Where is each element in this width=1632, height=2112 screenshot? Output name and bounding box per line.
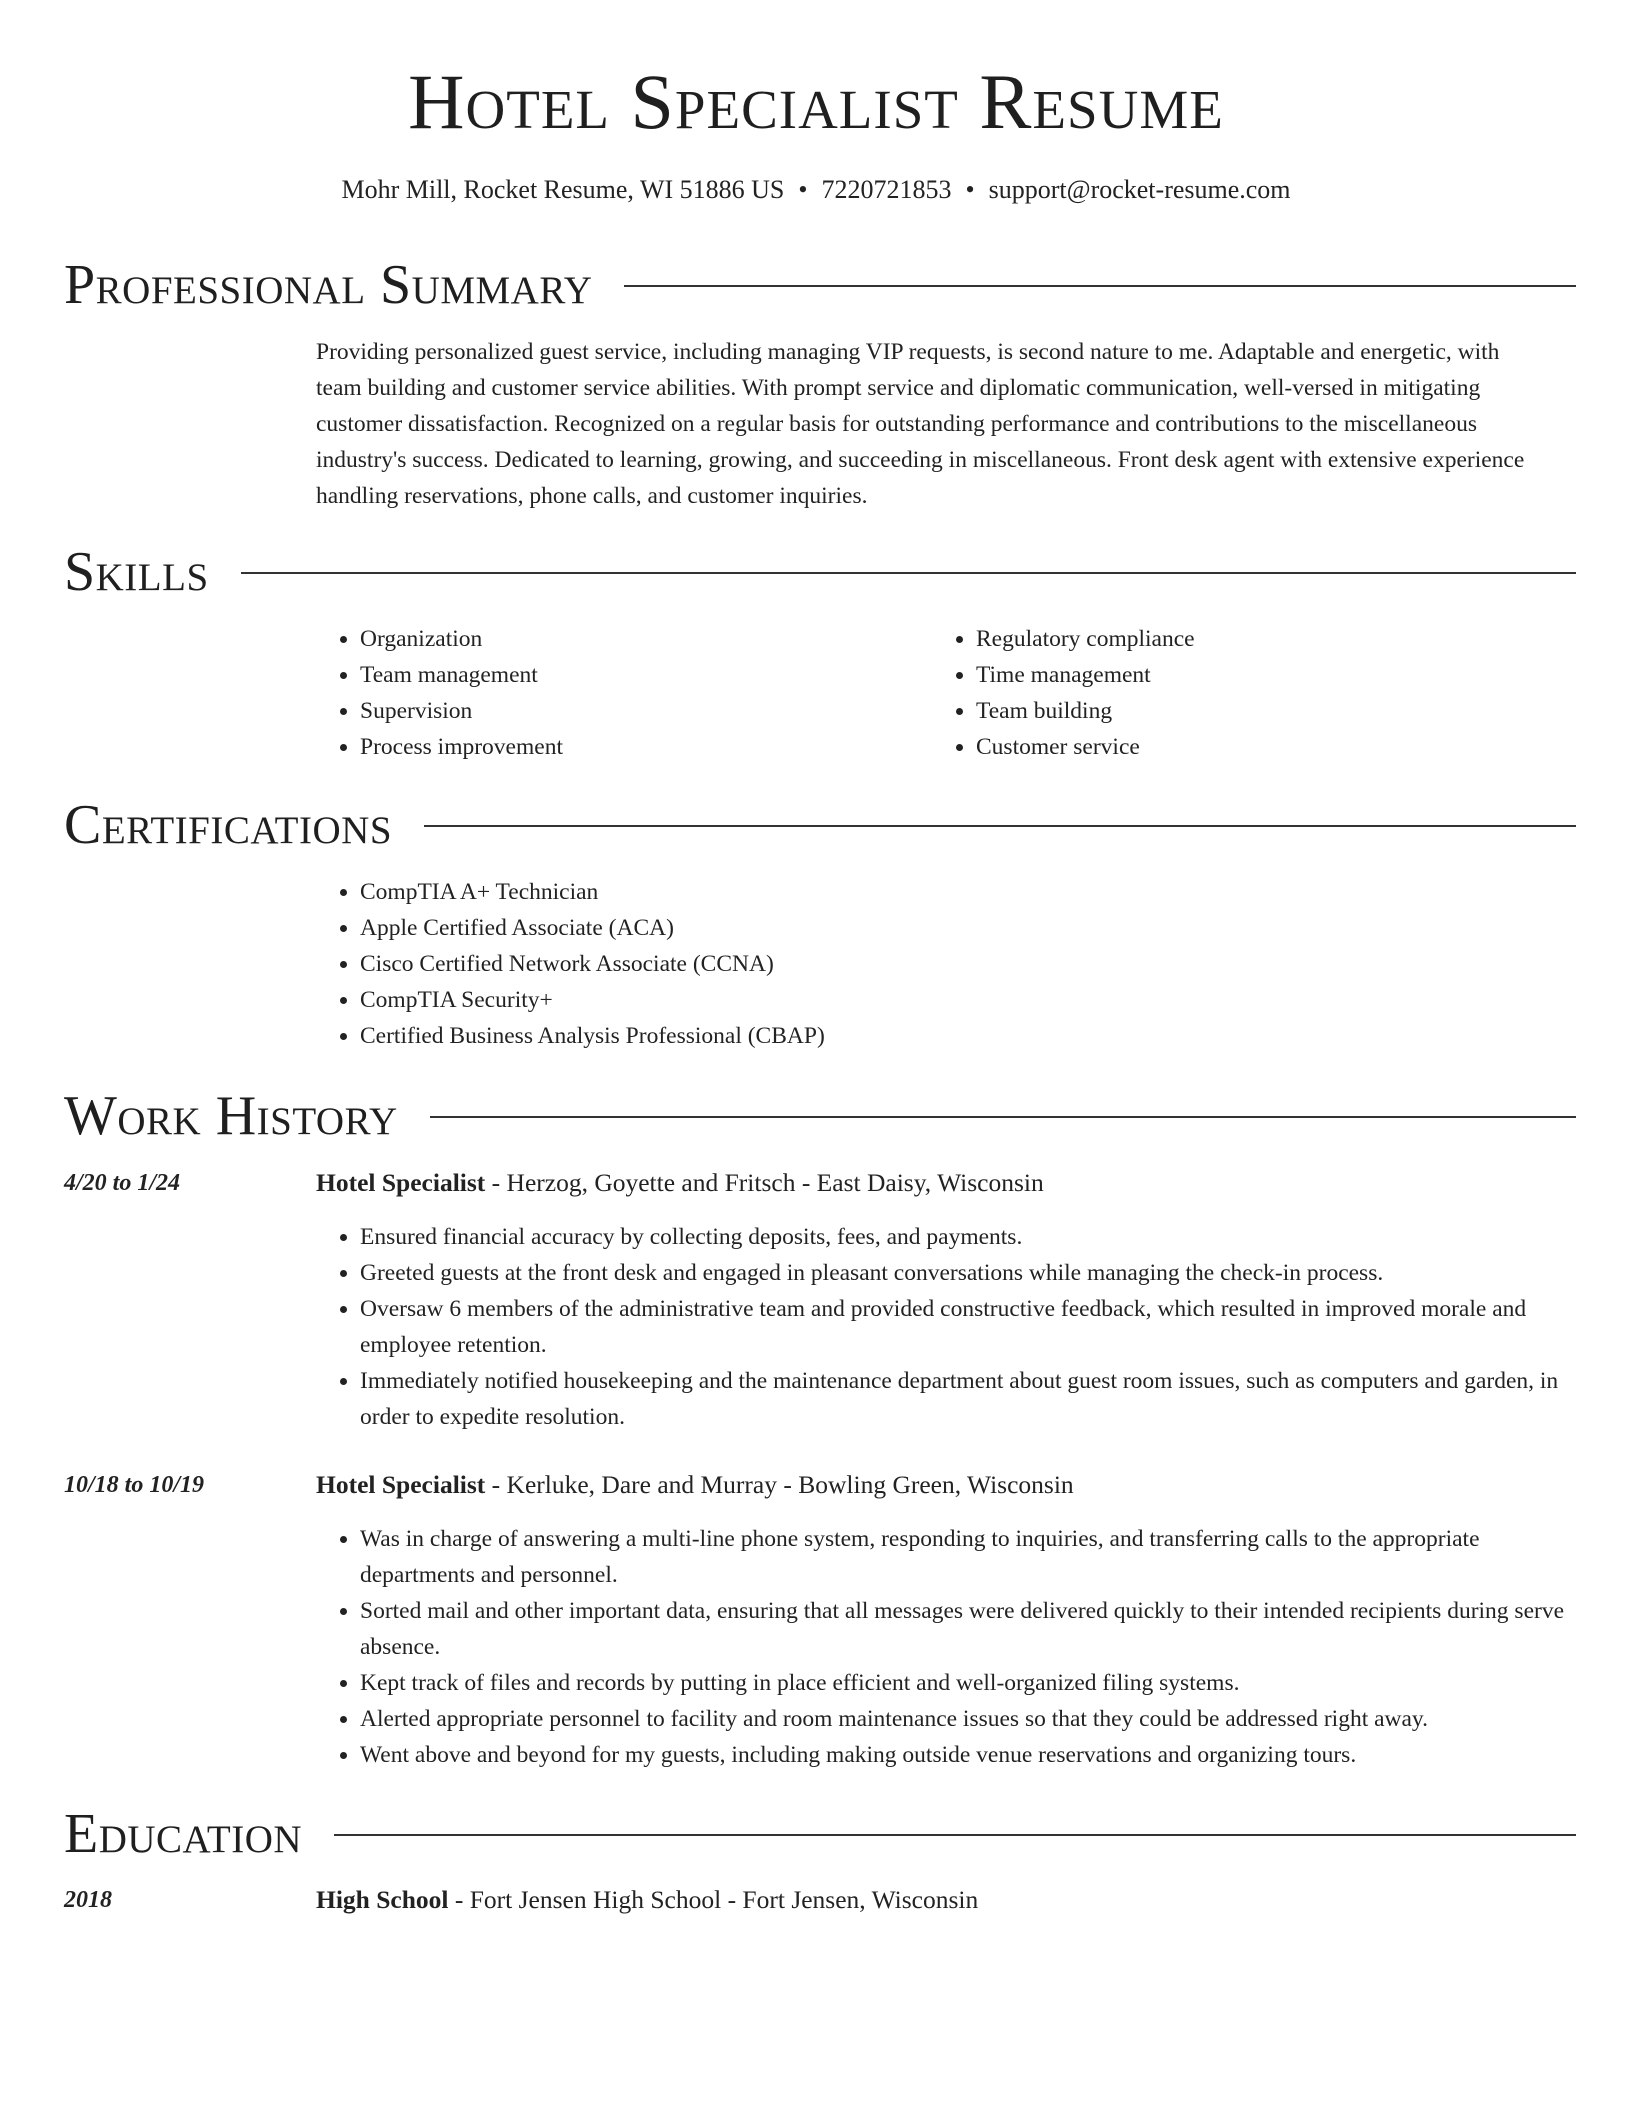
section-heading: Professional Summary xyxy=(64,254,593,316)
job-bullet: • Kept track of files and records by putting in place efficient and well-organized filing systems. xyxy=(360,1665,1592,1701)
contact-email: support@rocket-resume.com xyxy=(988,175,1291,204)
contact-phone: 7220721853 xyxy=(821,175,952,204)
section-heading: Work History xyxy=(64,1085,398,1147)
certification-item: • CompTIA A+ Technician xyxy=(360,874,1580,910)
section-certifications xyxy=(64,790,1576,860)
education-year: 2018 xyxy=(64,1887,112,1913)
contact-separator: • xyxy=(798,175,808,204)
job-role: Hotel Specialist xyxy=(316,1470,486,1499)
job-bullet: • Oversaw 6 members of the administrative team and provided constructive feedback, which resulted in improved morale and employee retention. xyxy=(360,1291,1592,1363)
job-title-line xyxy=(316,1467,1556,1503)
section-education xyxy=(64,1799,1576,1869)
section-divider xyxy=(430,1116,1576,1118)
section-divider xyxy=(334,1834,1576,1836)
job-bullets xyxy=(316,1521,1592,1773)
skill-item: • Customer service xyxy=(976,729,1536,765)
job-bullet: • Ensured financial accuracy by collecting deposits, fees, and payments. xyxy=(360,1219,1592,1255)
skill-item: • Supervision xyxy=(360,693,920,729)
skills-list-left xyxy=(316,621,920,765)
education-details: - Fort Jensen High School - Fort Jensen, Wisconsin xyxy=(448,1885,979,1914)
skills-list-right xyxy=(932,621,1536,765)
job-bullet: • Alerted appropriate personnel to facility and room maintenance issues so that they could be addressed right away. xyxy=(360,1701,1592,1737)
certification-item: • Apple Certified Associate (ACA) xyxy=(360,910,1580,946)
job-bullet: • Greeted guests at the front desk and engaged in pleasant conversations while managing the check-in process. xyxy=(360,1255,1592,1291)
section-divider xyxy=(424,825,1576,827)
job-bullet: • Went above and beyond for my guests, including making outside venue reservations and organizing tours. xyxy=(360,1737,1592,1773)
job-details: - Herzog, Goyette and Fritsch - East Daisy, Wisconsin xyxy=(485,1168,1044,1197)
skill-item: • Team building xyxy=(976,693,1536,729)
section-divider xyxy=(241,572,1576,574)
section-heading: Skills xyxy=(64,541,209,603)
resume-title: Hotel Specialist Resume xyxy=(408,58,1224,145)
contact-line xyxy=(0,172,1632,208)
job-bullet: • Sorted mail and other important data, ensuring that all messages were delivered quickly to their intended recipients during serve absence. xyxy=(360,1593,1592,1665)
job-details: - Kerluke, Dare and Murray - Bowling Green, Wisconsin xyxy=(485,1470,1074,1499)
job-bullets xyxy=(316,1219,1592,1435)
skill-item: • Organization xyxy=(360,621,920,657)
job-bullet: • Immediately notified housekeeping and the maintenance department about guest room issues, such as computers and garden, in order to expedite resolution. xyxy=(360,1363,1592,1435)
contact-separator: • xyxy=(965,175,975,204)
job-dates: 4/20 to 1/24 xyxy=(64,1170,181,1196)
skill-item: • Team management xyxy=(360,657,920,693)
summary-text: Providing personalized guest service, including managing VIP requests, is second nature to me. Adaptable and energetic, with team building and customer service abilities. With prompt service and diplomatic communication, well-versed in mitigating customer dissatisfaction. Recognized on a regular basis for outstanding performance and contributions to the miscellaneous industry's success. Dedicated to learning, growing, and succeeding in miscellaneous. Front desk agent with extensive experience handling reservations, phone calls, and customer inquiries. xyxy=(316,339,1525,509)
skill-item: • Process improvement xyxy=(360,729,920,765)
section-heading: Education xyxy=(64,1803,303,1865)
certifications-list xyxy=(316,874,1580,1054)
job-dates: 10/18 to 10/19 xyxy=(64,1472,205,1498)
job-title-line xyxy=(316,1165,1556,1201)
section-professional-summary xyxy=(64,250,1576,320)
section-skills xyxy=(64,537,1576,607)
skill-item: • Regulatory compliance xyxy=(976,621,1536,657)
contact-address: Mohr Mill, Rocket Resume, WI 51886 US xyxy=(341,175,785,204)
section-heading: Certifications xyxy=(64,794,393,856)
job-bullet: • Was in charge of answering a multi-line phone system, responding to inquiries, and transferring calls to the appropriate departments and personnel. xyxy=(360,1521,1592,1593)
job-role: Hotel Specialist xyxy=(316,1168,486,1197)
certification-item: • Cisco Certified Network Associate (CCNA) xyxy=(360,946,1580,982)
section-divider xyxy=(624,285,1576,287)
certification-item: • Certified Business Analysis Professional (CBAP) xyxy=(360,1018,1580,1054)
certification-item: • CompTIA Security+ xyxy=(360,982,1580,1018)
education-degree: High School xyxy=(316,1885,449,1914)
section-work-history xyxy=(64,1081,1576,1151)
education-line xyxy=(316,1882,1556,1918)
skill-item: • Time management xyxy=(976,657,1536,693)
